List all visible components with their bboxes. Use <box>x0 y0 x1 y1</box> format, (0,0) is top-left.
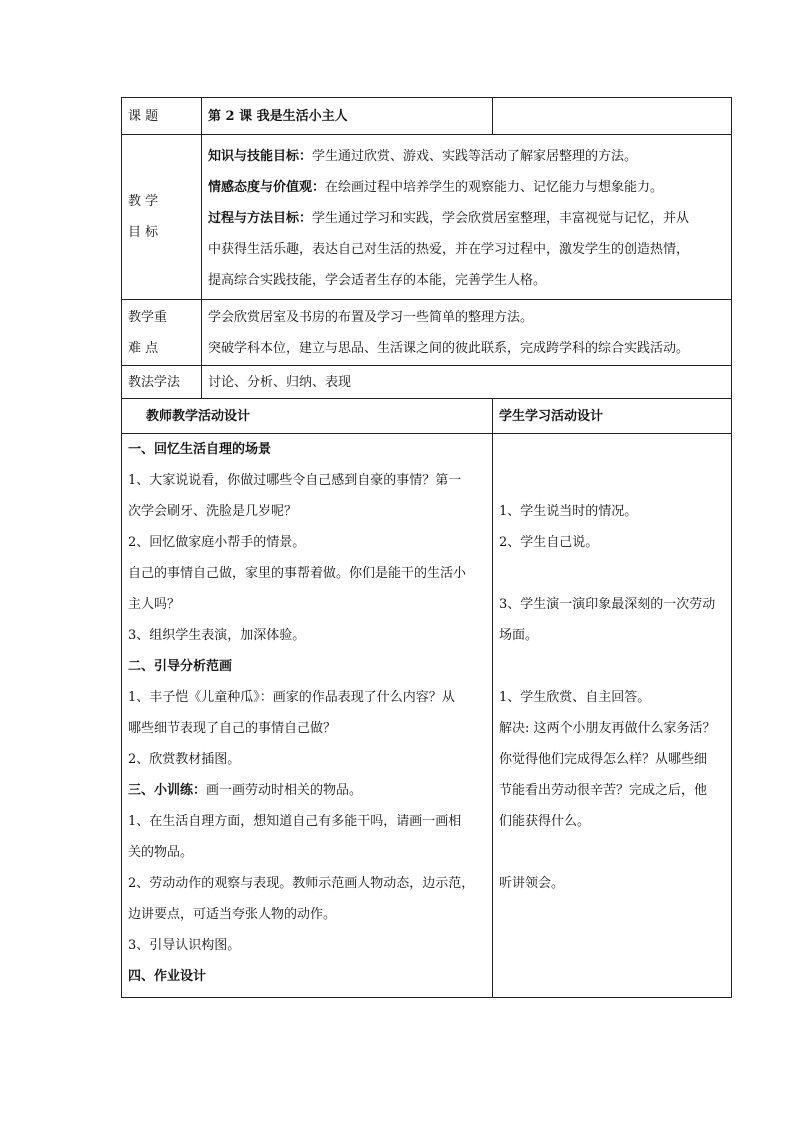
student-line: 你觉得他们完成得怎么样？从哪些细 <box>499 752 708 767</box>
keys-row <box>122 300 732 366</box>
lesson-plan-table <box>121 97 732 998</box>
student-activities <box>493 434 732 998</box>
teacher-line: 1、大家说说看，你做过哪些令自己感到自豪的事情？第一 <box>128 473 462 488</box>
student-line: 1、学生欣赏、自主回答。 <box>499 690 651 705</box>
teacher-line: 自己的事情自己做，家里的事帮着做。你们是能干的生活小 <box>128 566 467 581</box>
title-label: 课 题 <box>122 98 202 135</box>
teacher-line: 三、小训练：画一画劳动时相关的物品。 <box>128 783 363 798</box>
teacher-line: 2、劳动动作的观察与表现。教师示范画人物动态，边示范， <box>128 876 475 891</box>
student-line: 2、学生自己说。 <box>499 535 599 550</box>
goal-line: 情感态度与价值观：在绘画过程中培养学生的观察能力、记忆能力与想象能力。 <box>208 180 664 195</box>
student-line <box>499 434 725 465</box>
title-extra <box>493 98 732 135</box>
goals-content <box>202 135 732 300</box>
title-value <box>202 98 493 135</box>
teacher-line: 2、欣赏教材插图。 <box>128 752 241 767</box>
keys-label: 教学重 难 点 <box>122 300 202 366</box>
student-line <box>499 899 725 930</box>
teacher-line: 二、引导分析范画 <box>128 659 233 674</box>
methods-row <box>122 366 732 399</box>
student-line <box>499 465 725 496</box>
goal-line: 中获得生活乐趣，表达自己对生活的热爱，并在学习过程中，激发学生的创造热情， <box>208 242 690 257</box>
student-header: 学生学习活动设计 <box>493 399 732 434</box>
teacher-header: 教师教学活动设计 <box>122 399 493 434</box>
student-line: 解决: 这两个小朋友再做什么家务活？ <box>499 721 716 736</box>
teacher-line: 哪些细节表现了自己的事情自己做？ <box>128 721 337 736</box>
keys-content <box>202 300 732 366</box>
teacher-line: 主人吗？ <box>128 597 181 612</box>
student-line: 听讲领会。 <box>499 876 565 891</box>
teacher-line: 3、引导认识构图。 <box>128 938 241 953</box>
activity-header-row <box>122 399 732 434</box>
student-line: 1、学生说当时的情况。 <box>499 504 638 519</box>
student-line: 3、学生演一演印象最深刻的一次劳动 <box>499 597 716 612</box>
teacher-line: 次学会刷牙、洗脸是几岁呢？ <box>128 504 298 519</box>
student-line: 节能看出劳动很辛苦？完成之后，他 <box>499 783 708 798</box>
key-line: 学会欣赏居室及书房的布置及学习一些简单的整理方法。 <box>208 309 534 325</box>
student-line <box>499 558 725 589</box>
lesson-title: 第 2 课 我是生活小主人 <box>208 108 348 124</box>
methods-label: 教法学法 <box>122 366 202 399</box>
teacher-line: 3、组织学生表演，加深体验。 <box>128 628 306 643</box>
teacher-activities <box>122 434 493 998</box>
student-line <box>499 961 725 992</box>
student-line <box>499 930 725 961</box>
student-line <box>499 651 725 682</box>
teacher-line: 1、在生活自理方面，想知道自己有多能干吗，请画一画相 <box>128 814 462 829</box>
methods-value: 讨论、分析、归纳、表现 <box>202 366 732 399</box>
teacher-line: 关的物品。 <box>128 845 194 860</box>
teacher-line: 四、作业设计 <box>128 969 207 984</box>
teacher-line: 2、回忆做家庭小帮手的情景。 <box>128 535 306 550</box>
goals-label: 教 学 目 标 <box>122 135 202 300</box>
title-row <box>122 98 732 135</box>
goals-row <box>122 135 732 300</box>
teacher-line: 1、丰子恺《儿童种瓜》：画家的作品表现了什么内容？从 <box>128 690 455 705</box>
key-line: 突破学科本位，建立与思品、生活课之间的彼此联系，完成跨学科的综合实践活动。 <box>208 340 690 356</box>
student-line <box>499 837 725 868</box>
student-line: 场面。 <box>499 628 539 643</box>
goal-line: 提高综合实践技能，学会适者生存的本能，完善学生人格。 <box>208 273 547 288</box>
activity-row <box>122 434 732 998</box>
teacher-line: 一、回忆生活自理的场景 <box>128 442 272 457</box>
goal-line: 知识与技能目标：学生通过欣赏、游戏、实践等活动了解家居整理的方法。 <box>208 149 638 164</box>
goal-line: 过程与方法目标：学生通过学习和实践，学会欣赏居室整理，丰富视觉与记忆，并从 <box>208 211 690 226</box>
teacher-line: 边讲要点，可适当夸张人物的动作。 <box>128 907 337 922</box>
student-line: 们能获得什么。 <box>499 814 591 829</box>
